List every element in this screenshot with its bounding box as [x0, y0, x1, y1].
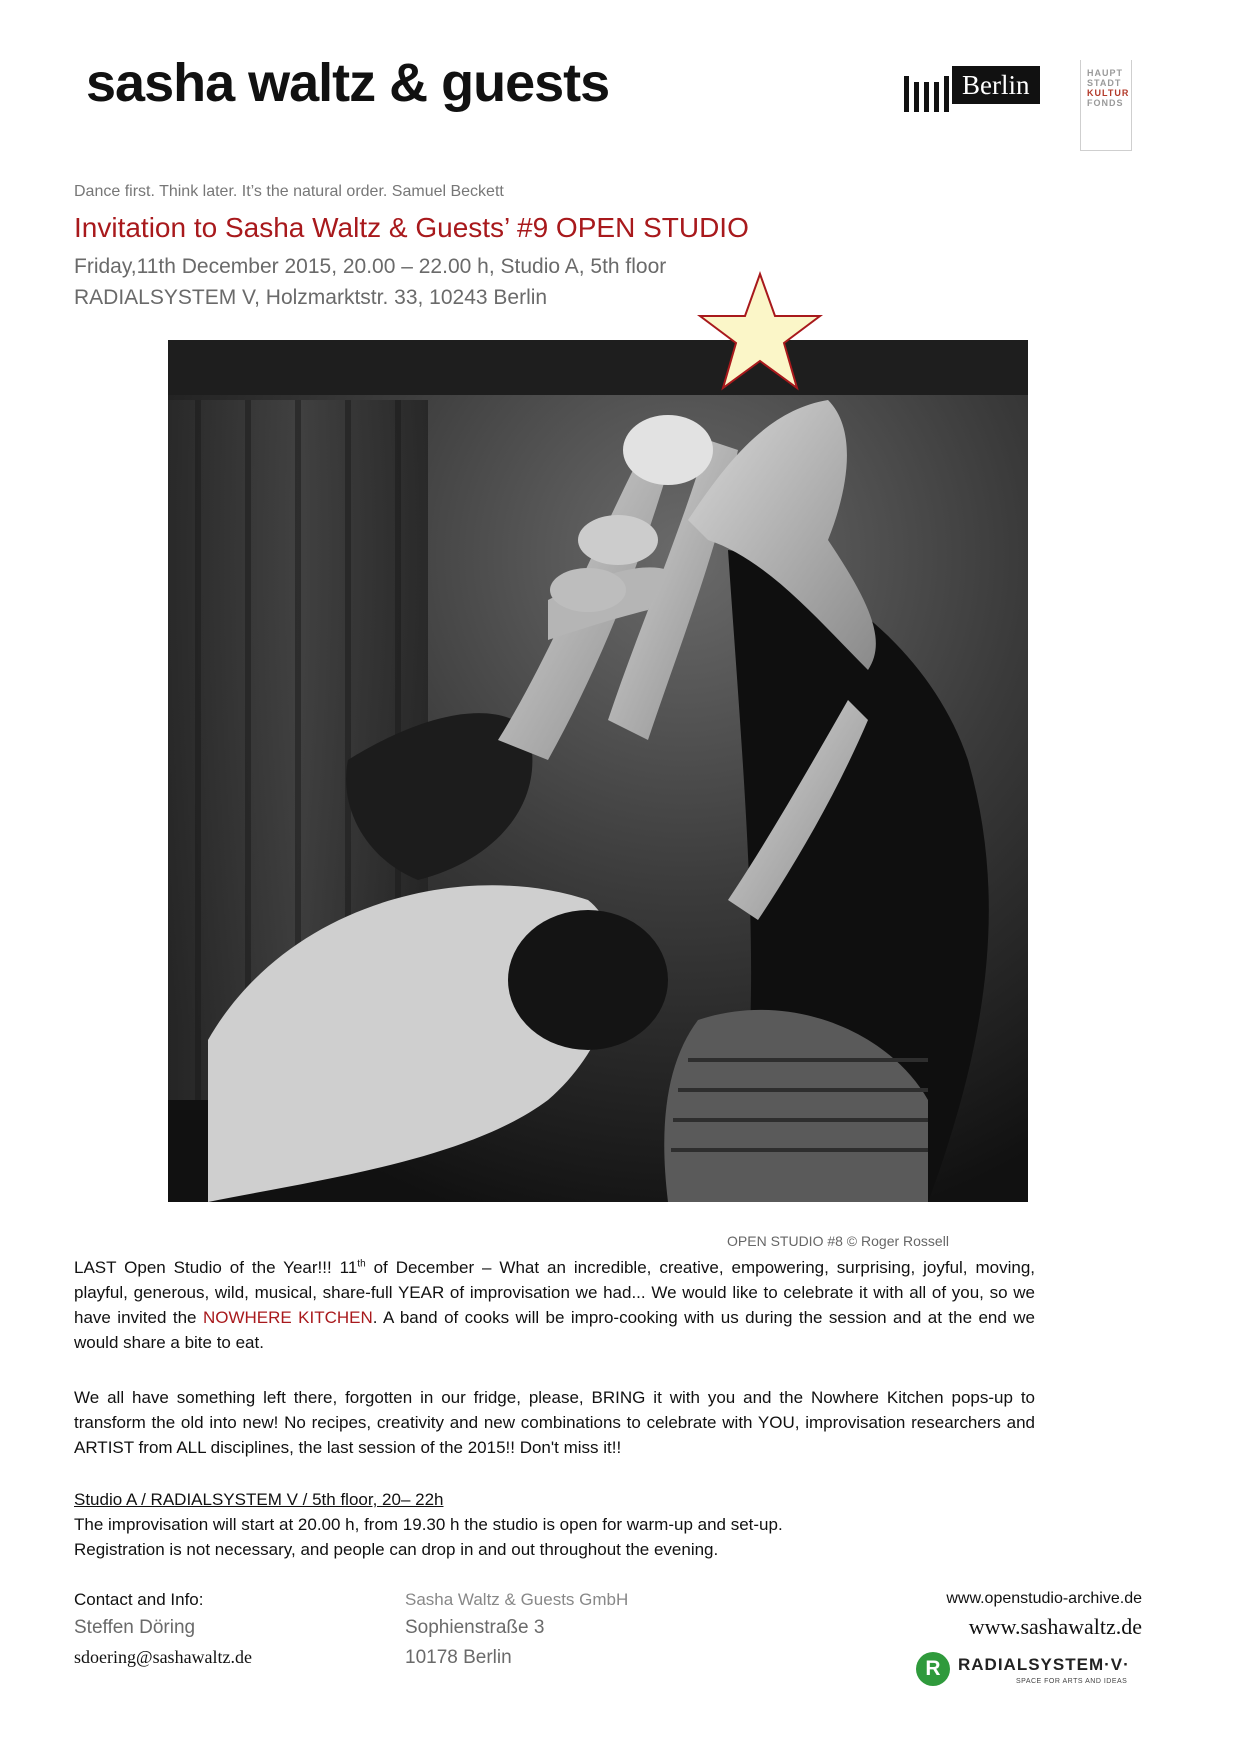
contact-name: Steffen Döring [74, 1617, 196, 1638]
dance-photo-graphic [168, 340, 1028, 1202]
hkf-logo-line: STADT [1087, 78, 1122, 88]
event-address: RADIALSYSTEM V, Holzmarktstr. 33, 10243 Berlin [74, 286, 548, 309]
hkf-logo-line: FONDS [1087, 98, 1124, 108]
hkf-logo-line: HAUPT [1087, 68, 1123, 78]
berlin-logo-text: Berlin [952, 66, 1040, 104]
paragraph-intro [74, 1255, 1035, 1355]
star-icon [695, 270, 825, 395]
paragraph-text: . A band of cooks will be impro-cooking with us during the session and at the end we would share a bite to eat. [74, 1308, 1035, 1352]
paragraph-text: of December – What an incredible, creative, empowering, surprising, joyful, moving, playful, generous, wild, musical, share-full YEAR of improvisation we had... We would like to celebrate it with all of you, so we have invited the [74, 1258, 1035, 1327]
studio-info-line: Registration is not necessary, and people can drop in and out throughout the evening. [74, 1540, 719, 1559]
openstudio-archive-link[interactable]: www.openstudio-archive.de [946, 1590, 1142, 1607]
quote: Dance first. Think later. It’s the natural order. Samuel Beckett [74, 183, 504, 200]
photo-caption: OPEN STUDIO #8 © Roger Rossell [727, 1233, 949, 1249]
event-date: Friday,11th December 2015, 20.00 – 22.00 h, Studio A, 5th floor [74, 255, 667, 278]
hkf-logo-line: KULTUR [1087, 88, 1130, 98]
studio-heading: Studio A / RADIALSYSTEM V / 5th floor, 20– 22h [74, 1490, 444, 1509]
radialsystem-logo [916, 1652, 1146, 1692]
ordinal-suffix: th [357, 1258, 366, 1270]
contact-label: Contact and Info: [74, 1590, 204, 1609]
org-street: Sophienstraße 3 [405, 1617, 545, 1638]
studio-info-line: The improvisation will start at 20.00 h, from 19.30 h the studio is open for warm-up and set-up. [74, 1515, 783, 1534]
nowhere-kitchen-highlight: NOWHERE KITCHEN [202, 1308, 373, 1327]
radialsystem-logo-tagline: SPACE FOR ARTS AND IDEAS [1016, 1678, 1128, 1685]
hauptstadtkulturfonds-logo [1080, 60, 1132, 151]
paragraph-bring: We all have something left there, forgotten in our fridge, please, BRING it with you and the Nowhere Kitchen pops-up to transform the old into new! No recipes, creativity and new combinations to celebrate with YOU, improvisation researchers and ARTIST from ALL disciplines, the last session of the 2015!! Don't miss it!! [74, 1388, 1035, 1457]
org-city: 10178 Berlin [405, 1647, 512, 1668]
contact-email-link[interactable]: sdoering@sashawaltz.de [74, 1647, 253, 1667]
brand-logo: sasha waltz & guests [86, 53, 610, 113]
dance-photo [168, 340, 1028, 1202]
sashawaltz-link[interactable]: www.sashawaltz.de [968, 1614, 1142, 1639]
page-title: Invitation to Sasha Waltz & Guests’ #9 OPEN STUDIO [74, 212, 749, 243]
org-name: Sasha Waltz & Guests GmbH [405, 1590, 629, 1609]
radialsystem-logo-text: RADIALSYSTEM·V· [958, 1655, 1130, 1674]
radialsystem-r-icon: R [916, 1652, 950, 1686]
paragraph-text: LAST Open Studio of the Year!!! 11 [74, 1258, 358, 1277]
berlin-logo [904, 66, 1054, 114]
